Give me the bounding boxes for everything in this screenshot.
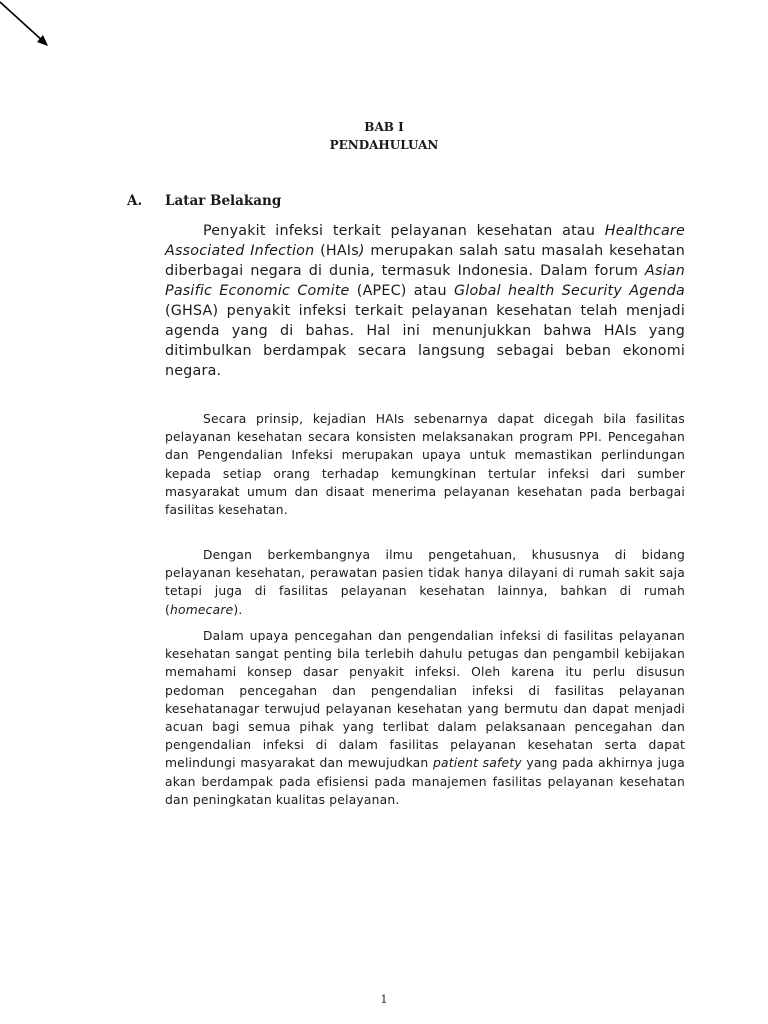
paragraph-1-text: merupakan salah satu masalah kesehatan diberbagai negara di dunia, termasuk Indonesia. Dalam forum [165,243,685,279]
paragraph-1-term: Global health Security Agenda [454,283,685,299]
paragraph-1-text: (APEC) atau [349,283,454,299]
corner-arrow-icon [0,0,60,60]
section-title: Latar Belakang [165,193,282,209]
paragraph-1-text: (HAIs [314,243,359,259]
paragraph-4-text: yang pada akhirnya juga akan berdampak pada efisiensi pada manajemen fasilitas pelayanan kesehatan dan peningkatan kualitas pelayanan. [165,756,685,807]
paragraph-1 [165,221,685,381]
paragraph-1-text: Penyakit infeksi terkait pelayanan kesehatan atau [203,223,605,239]
paragraph-2-text: Secara prinsip, kejadian HAIs sebenarnya dapat dicegah bila fasilitas pelayanan kesehatan secara konsisten melaksanakan program PPI. Pencegahan dan Pengendalian Infeksi merupakan upaya untuk memastikan perlindungan kepada setiap orang terhadap kemungkinan tertular infeksi dari sumber masyarakat umum dan disaat menerima pelayanan kesehatan pada berbagai fasilitas kesehatan. [165,412,685,518]
paragraph-3 [165,546,685,619]
page-number: 1 [380,993,388,1006]
chapter-title: PENDAHULUAN [329,138,439,152]
paragraph-2 [165,410,685,519]
paragraph-4 [165,627,685,809]
paragraph-3-text: ). [233,602,243,617]
paragraph-1-term: Asian Pasific Economic Comite [165,263,685,299]
chapter-number: BAB I [364,120,404,134]
paragraph-1-term: ) [358,243,365,259]
paragraph-3-term: homecare [170,602,234,617]
paragraph-4-text: Dalam upaya pencegahan dan pengendalian infeksi di fasilitas pelayanan kesehatan sangat penting bila terlebih dahulu petugas dan pengambil kebijakan memahami konsep dasar penyakit infeksi. Oleh karena itu perlu disusun pedoman pencegahan dan pengendalian infeksi di fasilitas pelayanan kesehatanagar terwujud pelayanan kesehatan yang bermutu dan dapat menjadi acuan bagi semua pihak yang terlibat dalam pelaksanaan pencegahan dan pengendalian infeksi di dalam fasilitas pelayanan kesehatan serta dapat melindungi masyarakat dan mewujudkan [165,629,685,771]
paragraph-1-text: (GHSA) penyakit infeksi terkait pelayanan kesehatan telah menjadi agenda yang di bahas. Hal ini menunjukkan bahwa HAIs yang ditimbulkan berdampak secara langsung sebagai beban ekonomi negara. [165,303,685,379]
section-letter: A. [127,193,143,209]
paragraph-1-term: Healthcare Associated Infection [165,223,685,259]
paragraph-3-text: Dengan berkembangnya ilmu pengetahuan, khususnya di bidang pelayanan kesehatan, perawatan pasien tidak hanya dilayani di rumah sakit saja tetapi juga di fasilitas pelayanan kesehatan lainnya, bahkan di rumah ( [165,548,685,617]
section-heading [127,193,281,209]
paragraph-4-term: patient safety [432,756,522,771]
